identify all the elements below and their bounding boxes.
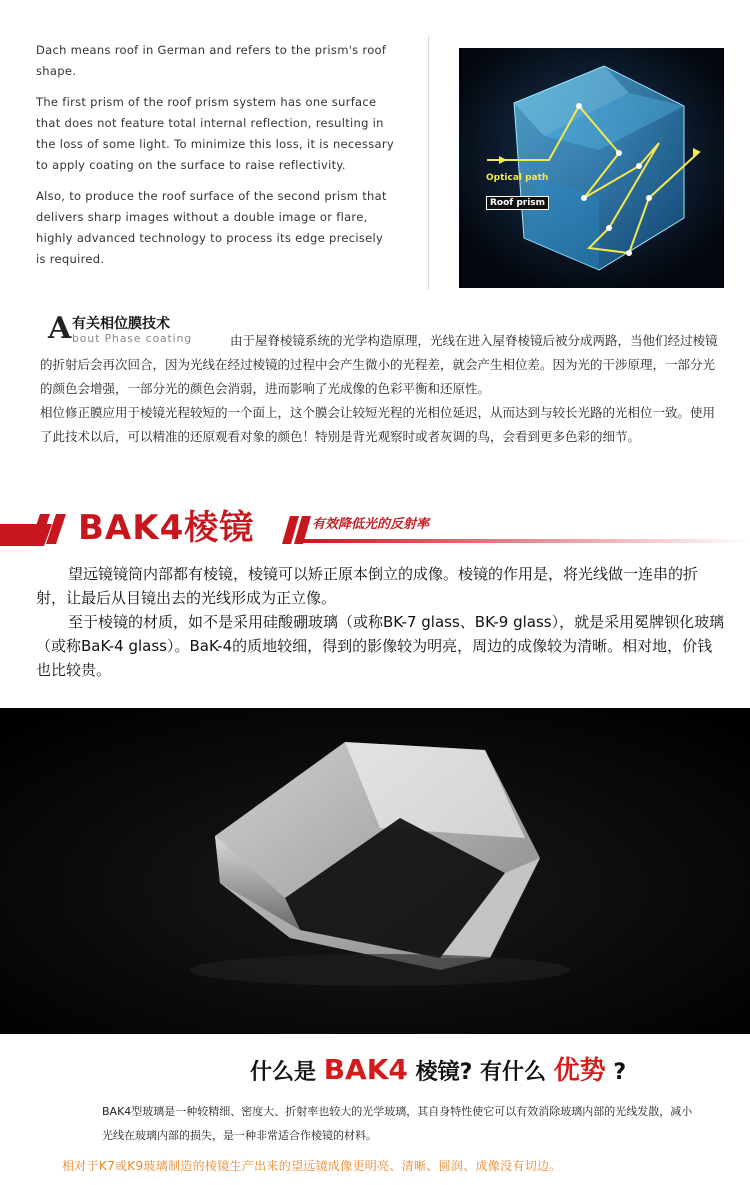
roof-prism-paragraph-1: Dach means roof in German and refers to the prism's roof shape. [36, 43, 387, 78]
phase-coating-subtitle: bout Phase coating [72, 332, 193, 345]
roof-prism-paragraph-2: The first prism of the roof prism system has one surface that does not feature total internal reflection, resulting in the loss of some light. To minimize this loss, it is necessary to apply coating on the surface to raise reflectivity. [36, 95, 394, 172]
roof-prism-diagram-svg [459, 48, 724, 288]
question-mark: ? [613, 1060, 627, 1085]
bak4-heading: BAK4棱镜 [78, 508, 255, 548]
phase-coating-paragraph-1: 由于屋脊棱镜系统的光学构造原理，光线在进入屋脊棱镜后被分成两路，当他们经过棱镜的折射后会再次回合，因为光线在经过棱镜的过程中会产生微小的光程差，就会产生相位差。因为光的干涉原理，一部分光的颜色会增强，一部分光的颜色会消弱，进而影响了光成像的色彩平衡和还原性。 [40, 333, 718, 396]
phase-coating-text [40, 329, 720, 449]
question-bak4: BAK4 [323, 1053, 408, 1086]
roof-prism-description [36, 40, 396, 280]
bak4-paragraph-2: 至于棱镜的材质，如不是采用硅酸硼玻璃（或称BK-7 glass、BK-9 glass），就是采用冕牌钡化玻璃（或称BaK-4 glass）。BaK-4的质地较细，得到的影像较为明亮，周边的成像较为清晰。相对地，价钱也比较贵。 [36, 613, 725, 679]
bak4-paragraph-1: 望远镜镜筒内部都有棱镜，棱镜可以矫正原本倒立的成像。棱镜的作用是，将光线做一连串的折射，让最后从目镜出去的光线形成为正立像。 [36, 565, 699, 607]
divider [428, 36, 429, 290]
phase-heading-letter: A [48, 311, 72, 346]
bak4-slogan: 有效降低光的反射率 [312, 517, 430, 532]
question-part-1: 什么是 [250, 1060, 317, 1085]
roof-prism-paragraph-3: Also, to produce the roof surface of the second prism that delivers sharp images without a double image or flare, highly advanced technology to process its edge precisely is required. [36, 189, 387, 266]
phase-coating-title: 有关相位膜技术 [72, 316, 170, 332]
bak4-prism-photo [0, 708, 750, 1034]
optical-path-label: Optical path [486, 173, 549, 183]
roof-prism-label: Roof prism [486, 196, 549, 210]
question-advantage: 优势 [553, 1056, 606, 1086]
bak4-answer-text: BAK4型玻璃是一种较精细、密度大、折射率也较大的光学玻璃，其自身特性使它可以有效消除玻璃内部的光线发散，减小光线在玻璃内部的损失，是一种非常适合作棱镜的材料。 [102, 1105, 693, 1142]
bak4-prism-photo-svg [0, 708, 750, 1034]
bak4-question-heading [250, 1050, 626, 1087]
roof-prism-diagram-image [459, 48, 724, 288]
bak4-advantage-note: 相对于K7或K9玻璃制造的棱镜生产出来的望远镜成像更明亮、清晰、圆润、成像没有切边。 [62, 1159, 562, 1173]
phase-coating-paragraph-2: 相位修正膜应用于棱镜光程较短的一个面上，这个膜会让较短光程的光相位延迟，从而达到与较长光路的光相位一致。使用了此技术以后，可以精准的还原观看对象的颜色！特别是背光观察时或者灰调的鸟，会看到更多色彩的细节。 [40, 405, 716, 444]
question-part-3: 棱镜? 有什么 [415, 1060, 546, 1085]
bak4-description [36, 562, 726, 682]
